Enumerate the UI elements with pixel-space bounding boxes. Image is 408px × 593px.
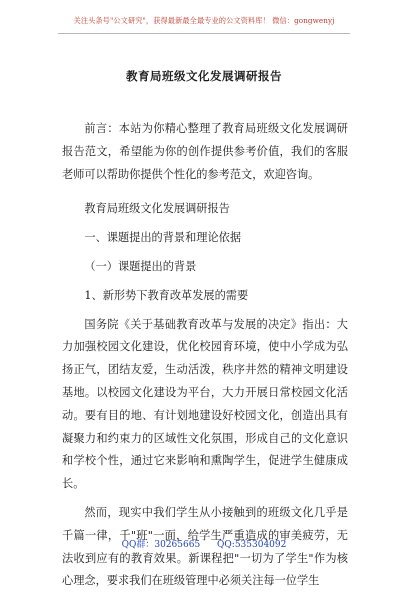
body-paragraph: 然而，现实中我们学生从小接触到的班级文化几乎是千篇一律，千"班"一面，给学生严重造成的审美疲劳，无法收到应有的教育效果。新课程把"一切为了学生"作为核心理念，要求我们在班级管理中必须关注每一位学生 [62,505,348,588]
header-divider [58,33,350,34]
section-heading: 一、课题提出的背景和理论依据 [84,231,242,245]
subsection-heading: （一）课题提出的背景 [84,259,197,273]
document-body [62,118,348,593]
report-subtitle: 教育局班级文化发展调研报告 [84,202,230,216]
document-title: 教育局班级文化发展调研报告 [126,69,282,83]
point-heading: 1、新形势下教育改革发展的需要 [84,288,249,302]
footer-contact: QQ群：30265665 QQ:535304092 [121,540,287,550]
header-note: 关注头条号"公文研究"，获得最新最全最专业的公文资料库！ 微信：gongwenyj [73,16,335,25]
body-paragraph: 国务院《关于基础教育改革与发展的决定》指出：大力加强校园文化建设，优化校园育环境，使中小学成为弘扬正气，团结友爱，生动活泼，秩序井然的精神文明建设基地。以校园文化建设为平台，大力开展日常校园文化活动。要有目的地、有计划地建设好校园文化，创造出具有凝聚力和约束力的区域性文化氛围，形成自己的文化意识和学校个性，通过它来影响和熏陶学生，促进学生健康成长。 [62,317,348,491]
preface-paragraph: 前言：本站为你精心整理了教育局班级文化发展调研报告范文，希望能为你的创作提供参考价值，我们的客服老师可以帮助你提供个性化的参考范文，欢迎咨询。 [62,122,348,181]
